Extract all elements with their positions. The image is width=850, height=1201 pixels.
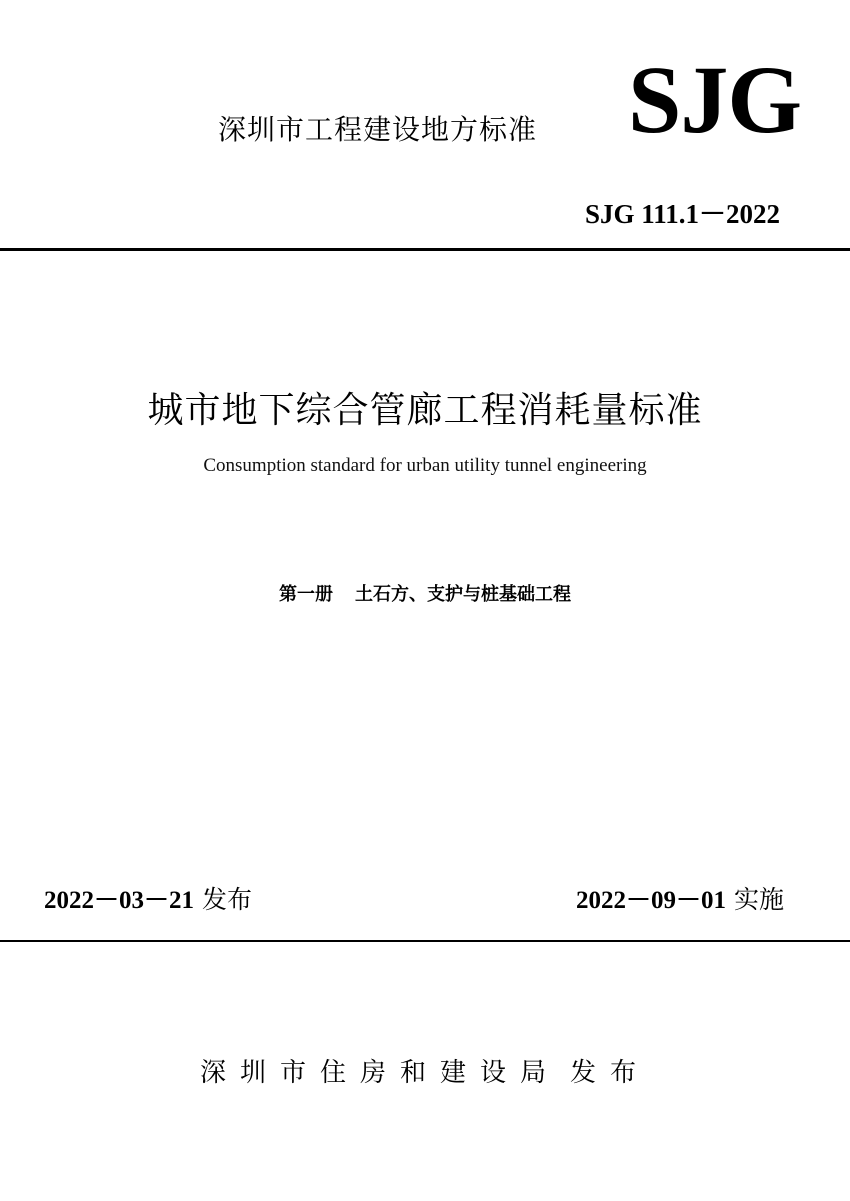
volume-name: 土石方、支护与桩基础工程 — [355, 584, 571, 605]
title-chinese: 城市地下综合管廊工程消耗量标准 — [147, 390, 703, 431]
publisher-line — [0, 1052, 850, 1089]
volume-heading — [0, 580, 850, 606]
implementation-label: 实施 — [733, 885, 784, 914]
issue-date-block — [44, 880, 252, 916]
issue-date: 2022－03－21 — [44, 887, 195, 914]
publisher-action: 发布 — [570, 1058, 651, 1088]
title-english: Consumption standard for urban utility tunnel engineering — [203, 455, 647, 476]
bottom-divider — [0, 940, 850, 942]
sjg-logo: SJG — [628, 46, 802, 153]
top-divider — [0, 248, 850, 251]
publisher-organization: 深圳市住房和建设局 — [199, 1058, 560, 1088]
implementation-date: 2022－09－01 — [575, 887, 726, 914]
standard-type: 深圳市工程建设地方标准 — [218, 113, 538, 146]
volume-number: 第一册 — [279, 584, 333, 605]
standard-number: SJG 111.1－2022 — [584, 199, 780, 229]
implementation-date-block — [576, 880, 784, 916]
issue-label: 发布 — [202, 885, 253, 914]
